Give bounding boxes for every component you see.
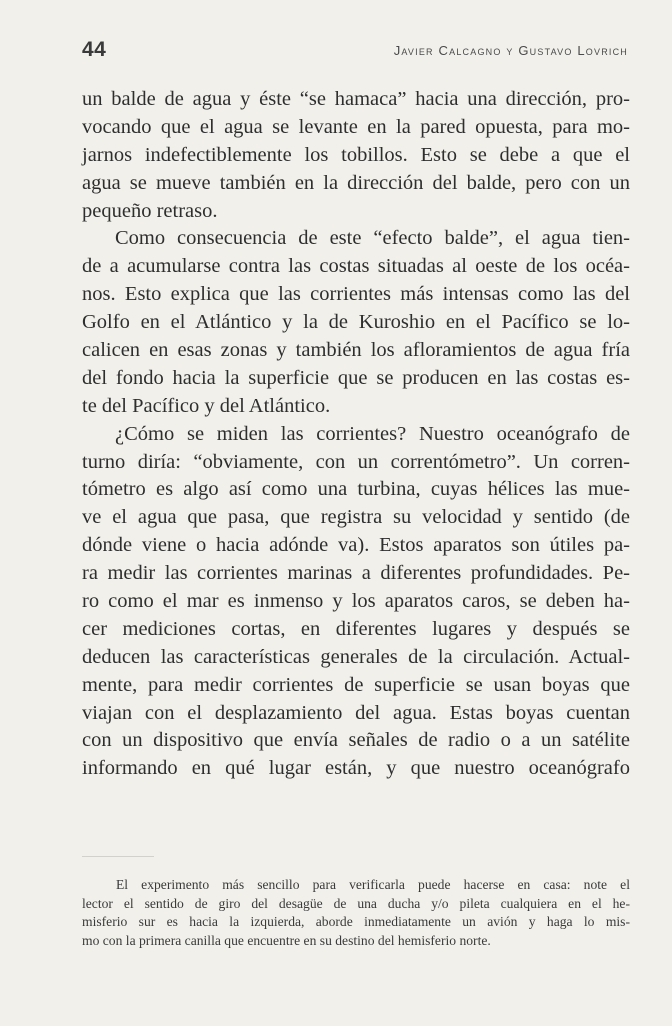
text-line: te del Pacífico y del Atlántico. <box>82 394 331 417</box>
page-number: 44 <box>82 38 107 61</box>
text-line: viajan con el desplazamiento del agua. Estas boyas cuentan <box>82 701 630 724</box>
text-line: vocando que el agua se levante en la pared opuesta, para mo- <box>82 115 630 138</box>
footnote-line: mo con la primera canilla que encuentre en su destino del hemisferio norte. <box>82 932 491 948</box>
text-line: de a acumularse contra las costas situadas al oeste de los océa- <box>82 255 630 278</box>
running-head: Javier Calcagno y Gustavo Lovrich <box>393 43 628 58</box>
text-line: jarnos indefectiblemente los tobillos. Esto se debe a que el <box>82 143 630 166</box>
text-line: tómetro es algo así como una turbina, cuyas hélices las mue- <box>82 478 630 501</box>
text-line: ro como el mar es inmenso y los aparatos caros, se deben ha- <box>82 590 630 613</box>
text-line: ra medir las corrientes marinas a diferentes profundidades. Pe- <box>82 562 630 585</box>
text-line: informando en qué lugar están, y que nuestro oceanógrafo <box>82 757 630 780</box>
footnote <box>82 876 630 950</box>
footnote-line: misferio sur es hacia la izquierda, aborde inmediatamente un avión y haga lo mis- <box>82 914 630 930</box>
text-line: ve el agua que pasa, que registra su velocidad y sentido (de <box>82 506 630 529</box>
footnote-line: lector el sentido de giro del desagüe de una ducha y/o pileta cualquiera en el he- <box>82 895 630 911</box>
text-line: deducen las características generales de la circulación. Actual- <box>82 645 630 668</box>
text-line: pequeño retraso. <box>82 199 218 222</box>
text-line: del fondo hacia la superficie que se producen en las costas es- <box>82 366 630 389</box>
text-line: con un dispositivo que envía señales de radio o a un satélite <box>82 729 630 752</box>
text-line: turno diría: “obviamente, con un correntómetro”. Un corren- <box>82 450 630 473</box>
text-line: calicen en esas zonas y también los afloramientos de agua fría <box>82 339 630 362</box>
text-line: dónde viene o hacia adónde va). Estos aparatos son útiles pa- <box>82 534 630 557</box>
text-line: agua se mueve también en la dirección del balde, pero con un <box>82 171 630 194</box>
text-line: ¿Cómo se miden las corrientes? Nuestro oceanógrafo de <box>115 422 630 445</box>
text-line: Como consecuencia de este “efecto balde”, el agua tien- <box>115 227 630 250</box>
text-line: un balde de agua y éste “se hamaca” hacia una dirección, pro- <box>82 88 630 110</box>
body-text <box>82 86 630 783</box>
text-line: nos. Esto explica que las corrientes más intensas como las del <box>82 283 630 306</box>
text-line: Golfo en el Atlántico y la de Kuroshio en el Pacífico se lo- <box>82 311 630 334</box>
text-line: mente, para medir corrientes de superficie se usan boyas que <box>82 673 630 696</box>
footnote-line: El experimento más sencillo para verificarla puede hacerse en casa: note el <box>116 877 630 892</box>
text-line: cer mediciones cortas, en diferentes lugares y después se <box>82 617 630 640</box>
footnote-rule <box>82 856 154 857</box>
